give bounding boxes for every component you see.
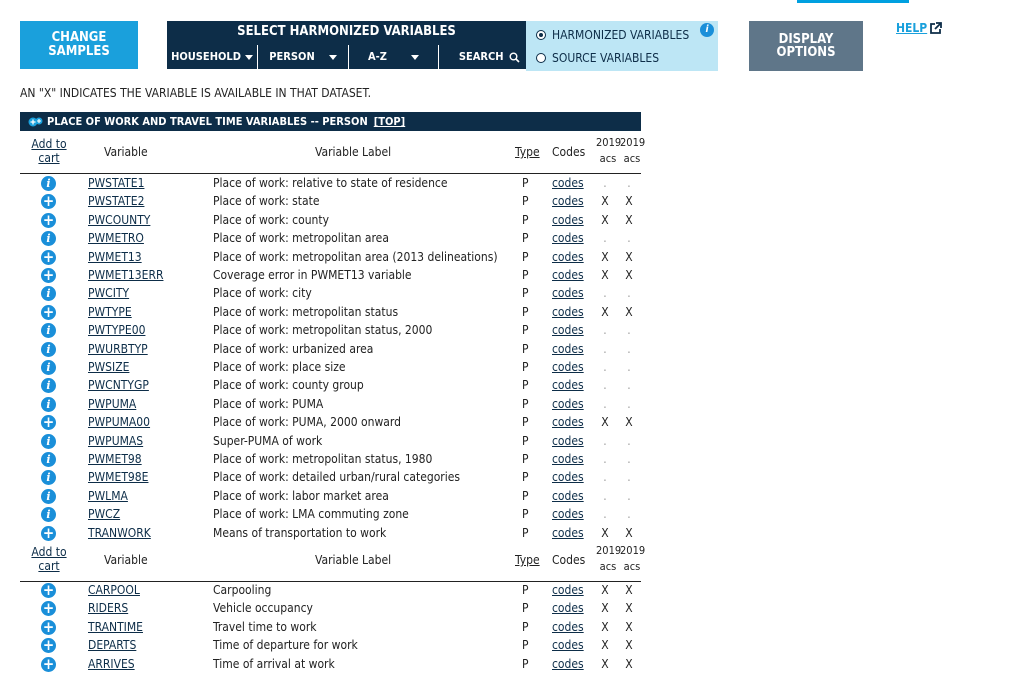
sample-1-availability: X <box>601 583 609 597</box>
sample-2-name: acs <box>623 152 641 165</box>
info-icon[interactable]: i <box>41 231 56 246</box>
sample-1-availability: X <box>601 212 609 227</box>
household-menu-label: HOUSEHOLD <box>171 50 241 63</box>
codes-link[interactable]: codes <box>552 525 584 540</box>
variable-type: P <box>522 488 529 503</box>
source-label: SOURCE VARIABLES <box>552 51 660 65</box>
variable-name-link[interactable]: TRANTIME <box>88 619 143 634</box>
variable-label: Vehicle occupancy <box>213 601 313 616</box>
sample-2-availability: X <box>625 619 633 634</box>
search-icon <box>509 52 520 63</box>
sample-1-availability: . <box>603 378 607 393</box>
variable-label: Place of work: metropolitan area <box>213 231 389 246</box>
variable-label: Place of work: metropolitan status <box>213 304 399 319</box>
top-link[interactable]: [TOP] <box>373 115 406 128</box>
add-to-cart-header[interactable]: Add to cart <box>31 545 67 573</box>
add-to-cart-icon[interactable]: + <box>42 210 55 229</box>
codes-header: Codes <box>552 553 586 567</box>
add-to-cart-icon[interactable]: + <box>42 302 55 321</box>
variable-label: Travel time to work <box>213 619 317 634</box>
codes-link[interactable]: codes <box>552 286 584 301</box>
codes-link[interactable]: codes <box>552 341 584 356</box>
codes-link[interactable]: codes <box>552 396 584 411</box>
sample-1-header <box>596 543 620 575</box>
table-row <box>20 358 641 376</box>
table-row <box>20 581 641 599</box>
variable-name-link[interactable]: PWSTATE2 <box>88 194 145 209</box>
variable-type: P <box>522 638 529 653</box>
sample-2-availability: . <box>627 341 631 356</box>
variable-group-header <box>20 112 641 131</box>
top-accent-line <box>797 0 909 3</box>
sample-1-availability: . <box>603 176 607 190</box>
codes-link[interactable]: codes <box>552 194 584 209</box>
add-to-cart-icon[interactable]: + <box>42 413 55 432</box>
variable-type-panel <box>526 21 718 71</box>
variable-label: Place of work: labor market area <box>213 488 389 503</box>
table-row <box>20 505 641 523</box>
info-icon[interactable]: i <box>700 23 714 37</box>
codes-link[interactable]: codes <box>552 176 584 190</box>
sample-2-availability: . <box>627 286 631 301</box>
table-row <box>20 284 641 302</box>
variable-group-title-wrap <box>47 112 405 131</box>
sample-1-header <box>596 135 620 167</box>
household-menu[interactable] <box>167 45 257 69</box>
sample-2-availability: . <box>627 231 631 246</box>
add-to-cart-icon[interactable]: + <box>42 581 55 599</box>
table-row <box>20 468 641 486</box>
type-header[interactable]: Type <box>515 553 540 567</box>
variable-type: P <box>522 249 529 264</box>
a-z-menu[interactable] <box>348 45 438 69</box>
codes-header: Codes <box>552 145 586 159</box>
variable-header: Variable <box>104 145 148 159</box>
variable-name-link[interactable]: PWMET98E <box>88 470 149 485</box>
sample-2-availability: . <box>627 396 631 411</box>
table-row <box>20 636 641 654</box>
codes-link[interactable]: codes <box>552 470 584 485</box>
variable-type: P <box>522 360 529 374</box>
type-header[interactable]: Type <box>515 145 540 159</box>
table-row <box>20 211 641 229</box>
sample-2-availability: X <box>625 249 633 264</box>
table-row <box>20 655 641 673</box>
variable-name-link[interactable]: PWMET13 <box>88 249 142 264</box>
variable-name-link[interactable]: PWSIZE <box>88 360 130 374</box>
info-icon[interactable]: i <box>41 489 56 504</box>
table-row <box>20 450 641 468</box>
chevron-down-icon <box>329 55 337 60</box>
variable-label: Place of work: PUMA, 2000 onward <box>213 415 401 430</box>
variable-label: Place of work: county group <box>213 378 364 393</box>
sample-1-availability: . <box>603 470 607 485</box>
search-menu[interactable] <box>438 45 526 69</box>
table-row <box>20 340 641 358</box>
sample-2-availability: X <box>625 656 633 671</box>
variable-name-link[interactable]: PWTYPE00 <box>88 323 146 338</box>
variable-label: Place of work: relative to state of residence <box>213 176 448 190</box>
variable-type: P <box>522 507 529 522</box>
variable-label: Place of work: detailed urban/rural categories <box>213 470 461 485</box>
variable-header: Variable <box>104 553 148 567</box>
sample-2-availability: X <box>625 194 633 209</box>
variable-label: Coverage error in PWMET13 variable <box>213 268 412 282</box>
sample-2-availability: . <box>627 433 631 448</box>
variable-label: Place of work: metropolitan area (2013 delineations) <box>213 249 498 264</box>
codes-link[interactable]: codes <box>552 433 584 448</box>
display-options-label: DISPLAY OPTIONS <box>776 32 836 60</box>
sample-1-availability: . <box>603 507 607 522</box>
table-row <box>20 618 641 636</box>
variable-type: P <box>522 525 529 540</box>
codes-link[interactable]: codes <box>552 415 584 430</box>
variable-name-link[interactable]: PWURBTYP <box>88 341 148 356</box>
harmonized-variables-option[interactable] <box>536 26 689 44</box>
sample-1-availability: . <box>603 452 607 466</box>
sample-1-availability: . <box>603 231 607 246</box>
variable-type: P <box>522 452 529 466</box>
variable-label-header: Variable Label <box>315 553 392 567</box>
variable-label: Place of work: county <box>213 212 329 227</box>
table-row <box>20 192 641 210</box>
variable-label: Place of work: place size <box>213 360 346 374</box>
variable-label: Time of departure for work <box>213 638 358 653</box>
sample-1-availability: . <box>603 488 607 503</box>
variable-type: P <box>522 194 529 209</box>
variable-name-link[interactable]: PWPUMA <box>88 396 137 411</box>
availability-note: AN "X" INDICATES THE VARIABLE IS AVAILABLE IN THAT DATASET. <box>20 86 372 100</box>
external-link-icon[interactable] <box>929 22 942 35</box>
variable-name-link[interactable]: RIDERS <box>88 601 129 616</box>
search-menu-label: SEARCH <box>458 50 504 63</box>
sample-2-availability: X <box>625 268 633 282</box>
variable-name-link[interactable]: PWCZ <box>88 507 121 522</box>
add-to-cart-icon[interactable]: + <box>42 247 55 266</box>
sample-1-name: acs <box>599 560 617 573</box>
add-to-cart-icon[interactable]: + <box>42 636 55 655</box>
sample-2-availability: X <box>625 583 633 597</box>
sample-1-availability: . <box>603 433 607 448</box>
variable-type: P <box>522 212 529 227</box>
sample-2-availability: X <box>625 304 633 319</box>
sample-1-availability: X <box>601 415 609 430</box>
sample-1-availability: . <box>603 323 607 338</box>
variable-type: P <box>522 433 529 448</box>
variable-label: Place of work: urbanized area <box>213 341 374 356</box>
variable-type: P <box>522 656 529 671</box>
sample-2-availability: . <box>627 323 631 338</box>
variable-name-link[interactable]: PWMET13ERR <box>88 268 164 282</box>
variable-name-link[interactable]: PWCOUNTY <box>88 212 151 227</box>
variable-type: P <box>522 286 529 301</box>
sample-1-availability: X <box>601 638 609 653</box>
sample-1-availability: X <box>601 525 609 540</box>
sample-1-availability: X <box>601 249 609 264</box>
variable-label: Means of transportation to work <box>213 525 387 540</box>
select-variables-menu-row <box>167 45 526 69</box>
variable-name-link[interactable]: CARPOOL <box>88 583 140 597</box>
sample-2-availability: . <box>627 507 631 522</box>
sample-2-availability: X <box>625 415 633 430</box>
info-icon[interactable]: i <box>41 176 56 191</box>
variable-label: Place of work: city <box>213 286 312 301</box>
variable-label: Super-PUMA of work <box>213 433 323 448</box>
variable-type: P <box>522 304 529 319</box>
sample-2-year: 2019 <box>620 544 646 557</box>
sample-1-availability: . <box>603 396 607 411</box>
variable-name-link[interactable]: PWCNTYGP <box>88 378 149 393</box>
variable-type: P <box>522 378 529 393</box>
variable-name-link[interactable]: ARRIVES <box>88 656 135 671</box>
sample-2-availability: X <box>625 525 633 540</box>
sample-2-availability: . <box>627 378 631 393</box>
variable-group-title: PLACE OF WORK AND TRAVEL TIME VARIABLES -- PERSON <box>47 115 368 128</box>
table-row <box>20 432 641 450</box>
display-options-button[interactable] <box>749 21 863 71</box>
sample-2-availability: . <box>627 452 631 466</box>
codes-link[interactable]: codes <box>552 378 584 393</box>
info-icon[interactable]: i <box>41 360 56 375</box>
info-icon[interactable]: i <box>41 397 56 412</box>
source-variables-option[interactable] <box>536 49 659 67</box>
add-to-cart-icon[interactable]: + <box>42 266 55 284</box>
codes-link[interactable]: codes <box>552 212 584 227</box>
table-row <box>20 266 641 284</box>
table-row <box>20 248 641 266</box>
variable-name-link[interactable]: PWSTATE1 <box>88 176 145 190</box>
variable-name-link[interactable]: PWCITY <box>88 286 130 301</box>
variable-type: P <box>522 619 529 634</box>
info-icon[interactable]: i <box>41 452 56 467</box>
table-row <box>20 524 641 542</box>
variable-name-link[interactable]: PWPUMA00 <box>88 415 151 430</box>
variable-name-link[interactable]: TRANWORK <box>88 525 151 540</box>
codes-link[interactable]: codes <box>552 268 584 282</box>
sample-1-availability: X <box>601 304 609 319</box>
sample-2-name: acs <box>623 560 641 573</box>
sample-2-availability: . <box>627 360 631 374</box>
table-row <box>20 599 641 617</box>
codes-link[interactable]: codes <box>552 656 584 671</box>
add-to-cart-icon[interactable]: + <box>42 599 55 618</box>
table-row <box>20 413 641 431</box>
variable-name-link[interactable]: PWTYPE <box>88 304 132 319</box>
person-menu-label: PERSON <box>269 50 315 63</box>
source-radio[interactable] <box>536 53 546 63</box>
sample-1-year: 2019 <box>596 544 622 557</box>
sample-2-availability: . <box>627 488 631 503</box>
codes-link[interactable]: codes <box>552 583 584 597</box>
table-row <box>20 174 641 192</box>
sample-1-availability: X <box>601 601 609 616</box>
sample-1-availability: X <box>601 268 609 282</box>
table-row <box>20 487 641 505</box>
table-row <box>20 395 641 413</box>
variable-name-link[interactable]: PWLMA <box>88 488 128 503</box>
sample-2-availability: X <box>625 212 633 227</box>
sample-2-header <box>620 135 644 167</box>
variable-name-link[interactable]: PWMETRO <box>88 231 144 246</box>
add-to-cart-icon[interactable]: + <box>42 654 55 673</box>
table-row <box>20 229 641 247</box>
harmonized-label: HARMONIZED VARIABLES <box>552 28 690 42</box>
change-samples-button[interactable] <box>20 21 138 69</box>
variable-type: P <box>522 268 529 282</box>
sample-2-year: 2019 <box>620 136 646 149</box>
info-icon[interactable]: i <box>41 434 56 449</box>
sample-1-availability: X <box>601 656 609 671</box>
info-icon[interactable]: i <box>41 286 56 301</box>
sample-1-availability: . <box>603 286 607 301</box>
info-icon[interactable]: i <box>41 342 56 357</box>
sample-2-availability: X <box>625 601 633 616</box>
variable-label: Carpooling <box>213 583 272 597</box>
sample-2-availability: X <box>625 638 633 653</box>
info-icon[interactable]: i <box>41 507 56 522</box>
sample-2-header <box>620 543 644 575</box>
add-to-cart-icon[interactable]: + <box>42 192 55 211</box>
codes-link[interactable]: codes <box>552 304 584 319</box>
expand-group-icon[interactable] <box>28 116 43 127</box>
chevron-down-icon <box>245 55 253 60</box>
variable-label: Place of work: metropolitan status, 2000 <box>213 323 433 338</box>
variable-label: Time of arrival at work <box>213 656 335 671</box>
table-row <box>20 321 641 339</box>
column-header-row <box>20 135 646 174</box>
harmonized-radio[interactable] <box>536 30 546 40</box>
sample-1-availability: X <box>601 619 609 634</box>
change-samples-label: CHANGE SAMPLES <box>48 30 110 59</box>
person-menu[interactable] <box>257 45 348 69</box>
variable-label: Place of work: state <box>213 194 320 209</box>
variable-name-link[interactable]: DEPARTS <box>88 638 137 653</box>
codes-link[interactable]: codes <box>552 507 584 522</box>
variable-type: P <box>522 415 529 430</box>
add-to-cart-header[interactable]: Add to cart <box>31 137 67 165</box>
add-to-cart-icon[interactable]: + <box>42 617 55 636</box>
codes-link[interactable]: codes <box>552 231 584 246</box>
variable-label: Place of work: metropolitan status, 1980 <box>213 452 433 466</box>
select-variables-panel <box>167 21 526 69</box>
variable-type: P <box>522 470 529 485</box>
variable-label: Place of work: LMA commuting zone <box>213 507 409 522</box>
variable-type: P <box>522 396 529 411</box>
variable-name-link[interactable]: PWMET98 <box>88 452 142 466</box>
column-header-row <box>20 543 646 582</box>
sample-1-availability: X <box>601 194 609 209</box>
a-z-menu-label: A-Z <box>368 50 387 63</box>
sample-1-year: 2019 <box>596 136 622 149</box>
sample-2-availability: . <box>627 470 631 485</box>
info-icon[interactable]: i <box>41 378 56 393</box>
info-icon[interactable]: i <box>41 470 56 485</box>
codes-link[interactable]: codes <box>552 638 584 653</box>
variable-label: Place of work: PUMA <box>213 396 324 411</box>
sample-1-availability: . <box>603 341 607 356</box>
variable-type: P <box>522 341 529 356</box>
sample-1-availability: . <box>603 360 607 374</box>
table-row <box>20 303 641 321</box>
table-row <box>20 376 641 394</box>
variable-type: P <box>522 601 529 616</box>
chevron-down-icon <box>411 55 419 60</box>
codes-link[interactable]: codes <box>552 452 584 466</box>
variable-name-link[interactable]: PWPUMAS <box>88 433 144 448</box>
codes-link[interactable]: codes <box>552 360 584 374</box>
codes-link[interactable]: codes <box>552 249 584 264</box>
sample-2-availability: . <box>627 176 631 190</box>
variable-label-header: Variable Label <box>315 145 392 159</box>
variable-type: P <box>522 176 529 190</box>
variable-type: P <box>522 323 529 338</box>
codes-link[interactable]: codes <box>552 601 584 616</box>
info-icon[interactable]: i <box>41 323 56 338</box>
codes-link[interactable]: codes <box>552 488 584 503</box>
help-link[interactable]: HELP <box>896 21 928 35</box>
add-to-cart-icon[interactable]: + <box>42 523 55 542</box>
codes-link[interactable]: codes <box>552 323 584 338</box>
select-variables-title: SELECT HARMONIZED VARIABLES <box>237 24 456 39</box>
variable-type: P <box>522 583 529 597</box>
sample-1-name: acs <box>599 152 617 165</box>
codes-link[interactable]: codes <box>552 619 584 634</box>
variable-type: P <box>522 231 529 246</box>
